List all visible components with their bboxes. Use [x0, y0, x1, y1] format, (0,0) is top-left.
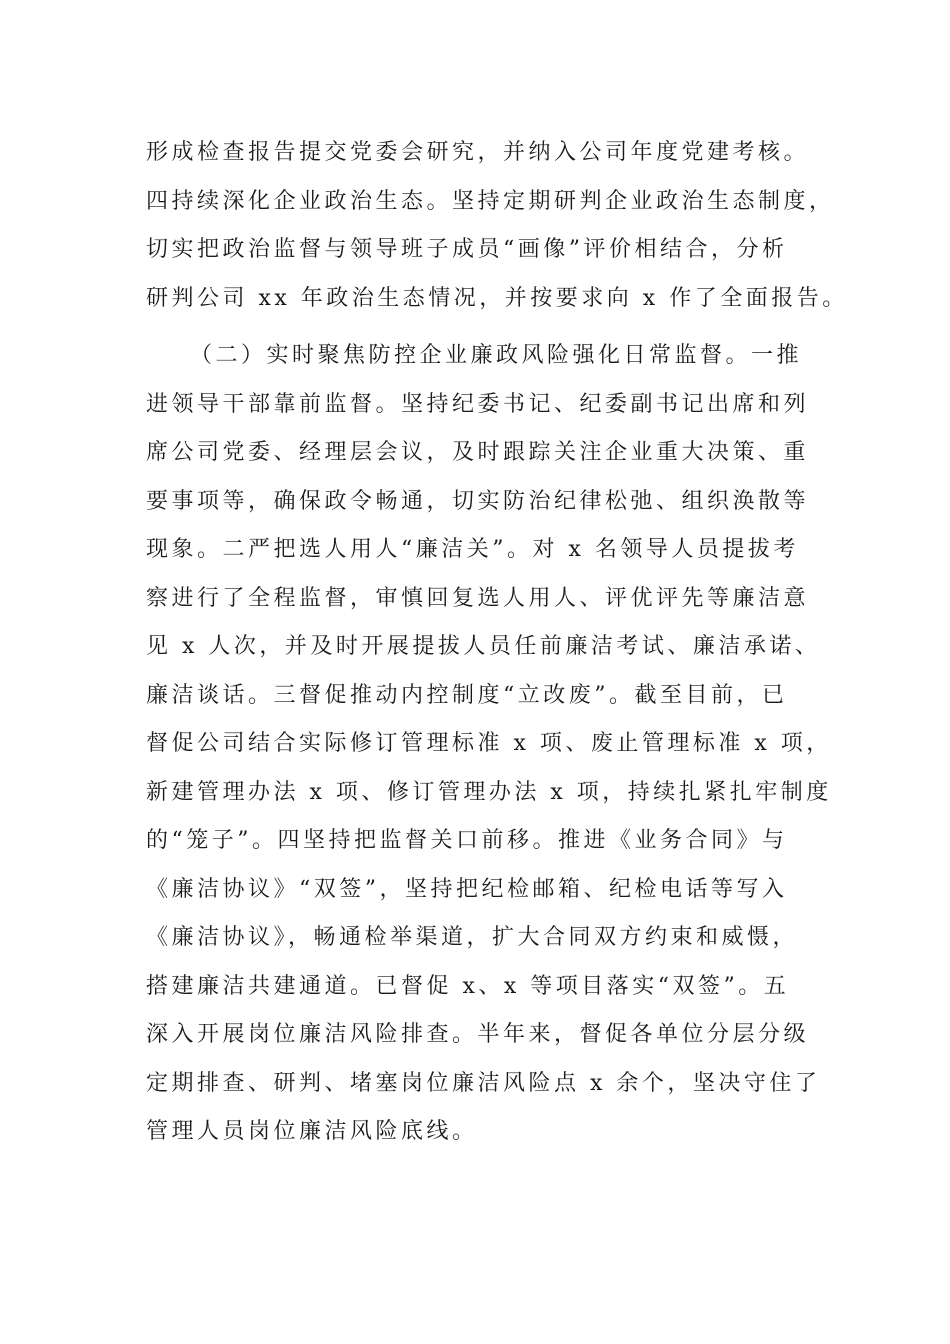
text-line: 《廉洁协议》“双签”，坚持把纪检邮箱、纪检电话等写入: [146, 876, 788, 902]
text-line: 定期排查、研判、堵塞岗位廉洁风险点 x 余个，坚决守住了: [146, 1070, 821, 1096]
text-line: 研判公司 xx 年政治生态情况，并按要求向 x 作了全面报告。: [146, 285, 848, 311]
text-line: 席公司党委、经理层会议，及时跟踪关注企业重大决策、重: [146, 440, 810, 465]
text-line: 新建管理办法 x 项、修订管理办法 x 项，持续扎紧扎牢制度: [146, 779, 832, 805]
text-line: 见 x 人次，并及时开展提拔人员任前廉洁考试、廉洁承诺、: [146, 634, 821, 659]
text-line: 搭建廉洁共建通道。已督促 x、x 等项目落实“双签”。五: [146, 973, 790, 999]
text-line: 现象。二严把选人用人“廉洁关”。对 x 名领导人员提拔考: [146, 537, 799, 562]
text-line: 深入开展岗位廉洁风险排查。半年来，督促各单位分层分级: [146, 1022, 810, 1047]
text-line: 廉洁谈话。三督促推动内控制度“立改废”。截至目前，已: [146, 682, 788, 708]
text-line: 的“笼子”。四坚持把监督关口前移。推进《业务合同》与: [146, 828, 788, 853]
section-heading-line: （二）实时聚焦防控企业廉政风险强化日常监督。一推: [190, 343, 803, 368]
text-line: 要事项等，确保政令畅通，切实防治纪律松弛、组织涣散等: [146, 488, 810, 514]
text-line: 形成检查报告提交党委会研究，并纳入公司年度党建考核。: [146, 140, 810, 165]
text-line: 进领导干部靠前监督。坚持纪委书记、纪委副书记出席和列: [146, 391, 810, 417]
paragraph-section-two: [146, 332, 832, 1157]
text-line: 督促公司结合实际修订管理标准 x 项、废止管理标准 x 项，: [146, 731, 832, 756]
text-line: 管理人员岗位廉洁风险底线。: [146, 1119, 478, 1144]
text-line: 察进行了全程监督，审慎回复选人用人、评优评先等廉洁意: [146, 585, 810, 611]
text-line: 切实把政治监督与领导班子成员“画像”评价相结合，分析: [146, 237, 788, 262]
text-line: 《廉洁协议》，畅通检举渠道，扩大合同双方约束和威慑，: [146, 925, 799, 950]
text-line: 四持续深化企业政治生态。坚持定期研判企业政治生态制度，: [146, 188, 835, 214]
paragraph-continuation: [146, 129, 848, 323]
